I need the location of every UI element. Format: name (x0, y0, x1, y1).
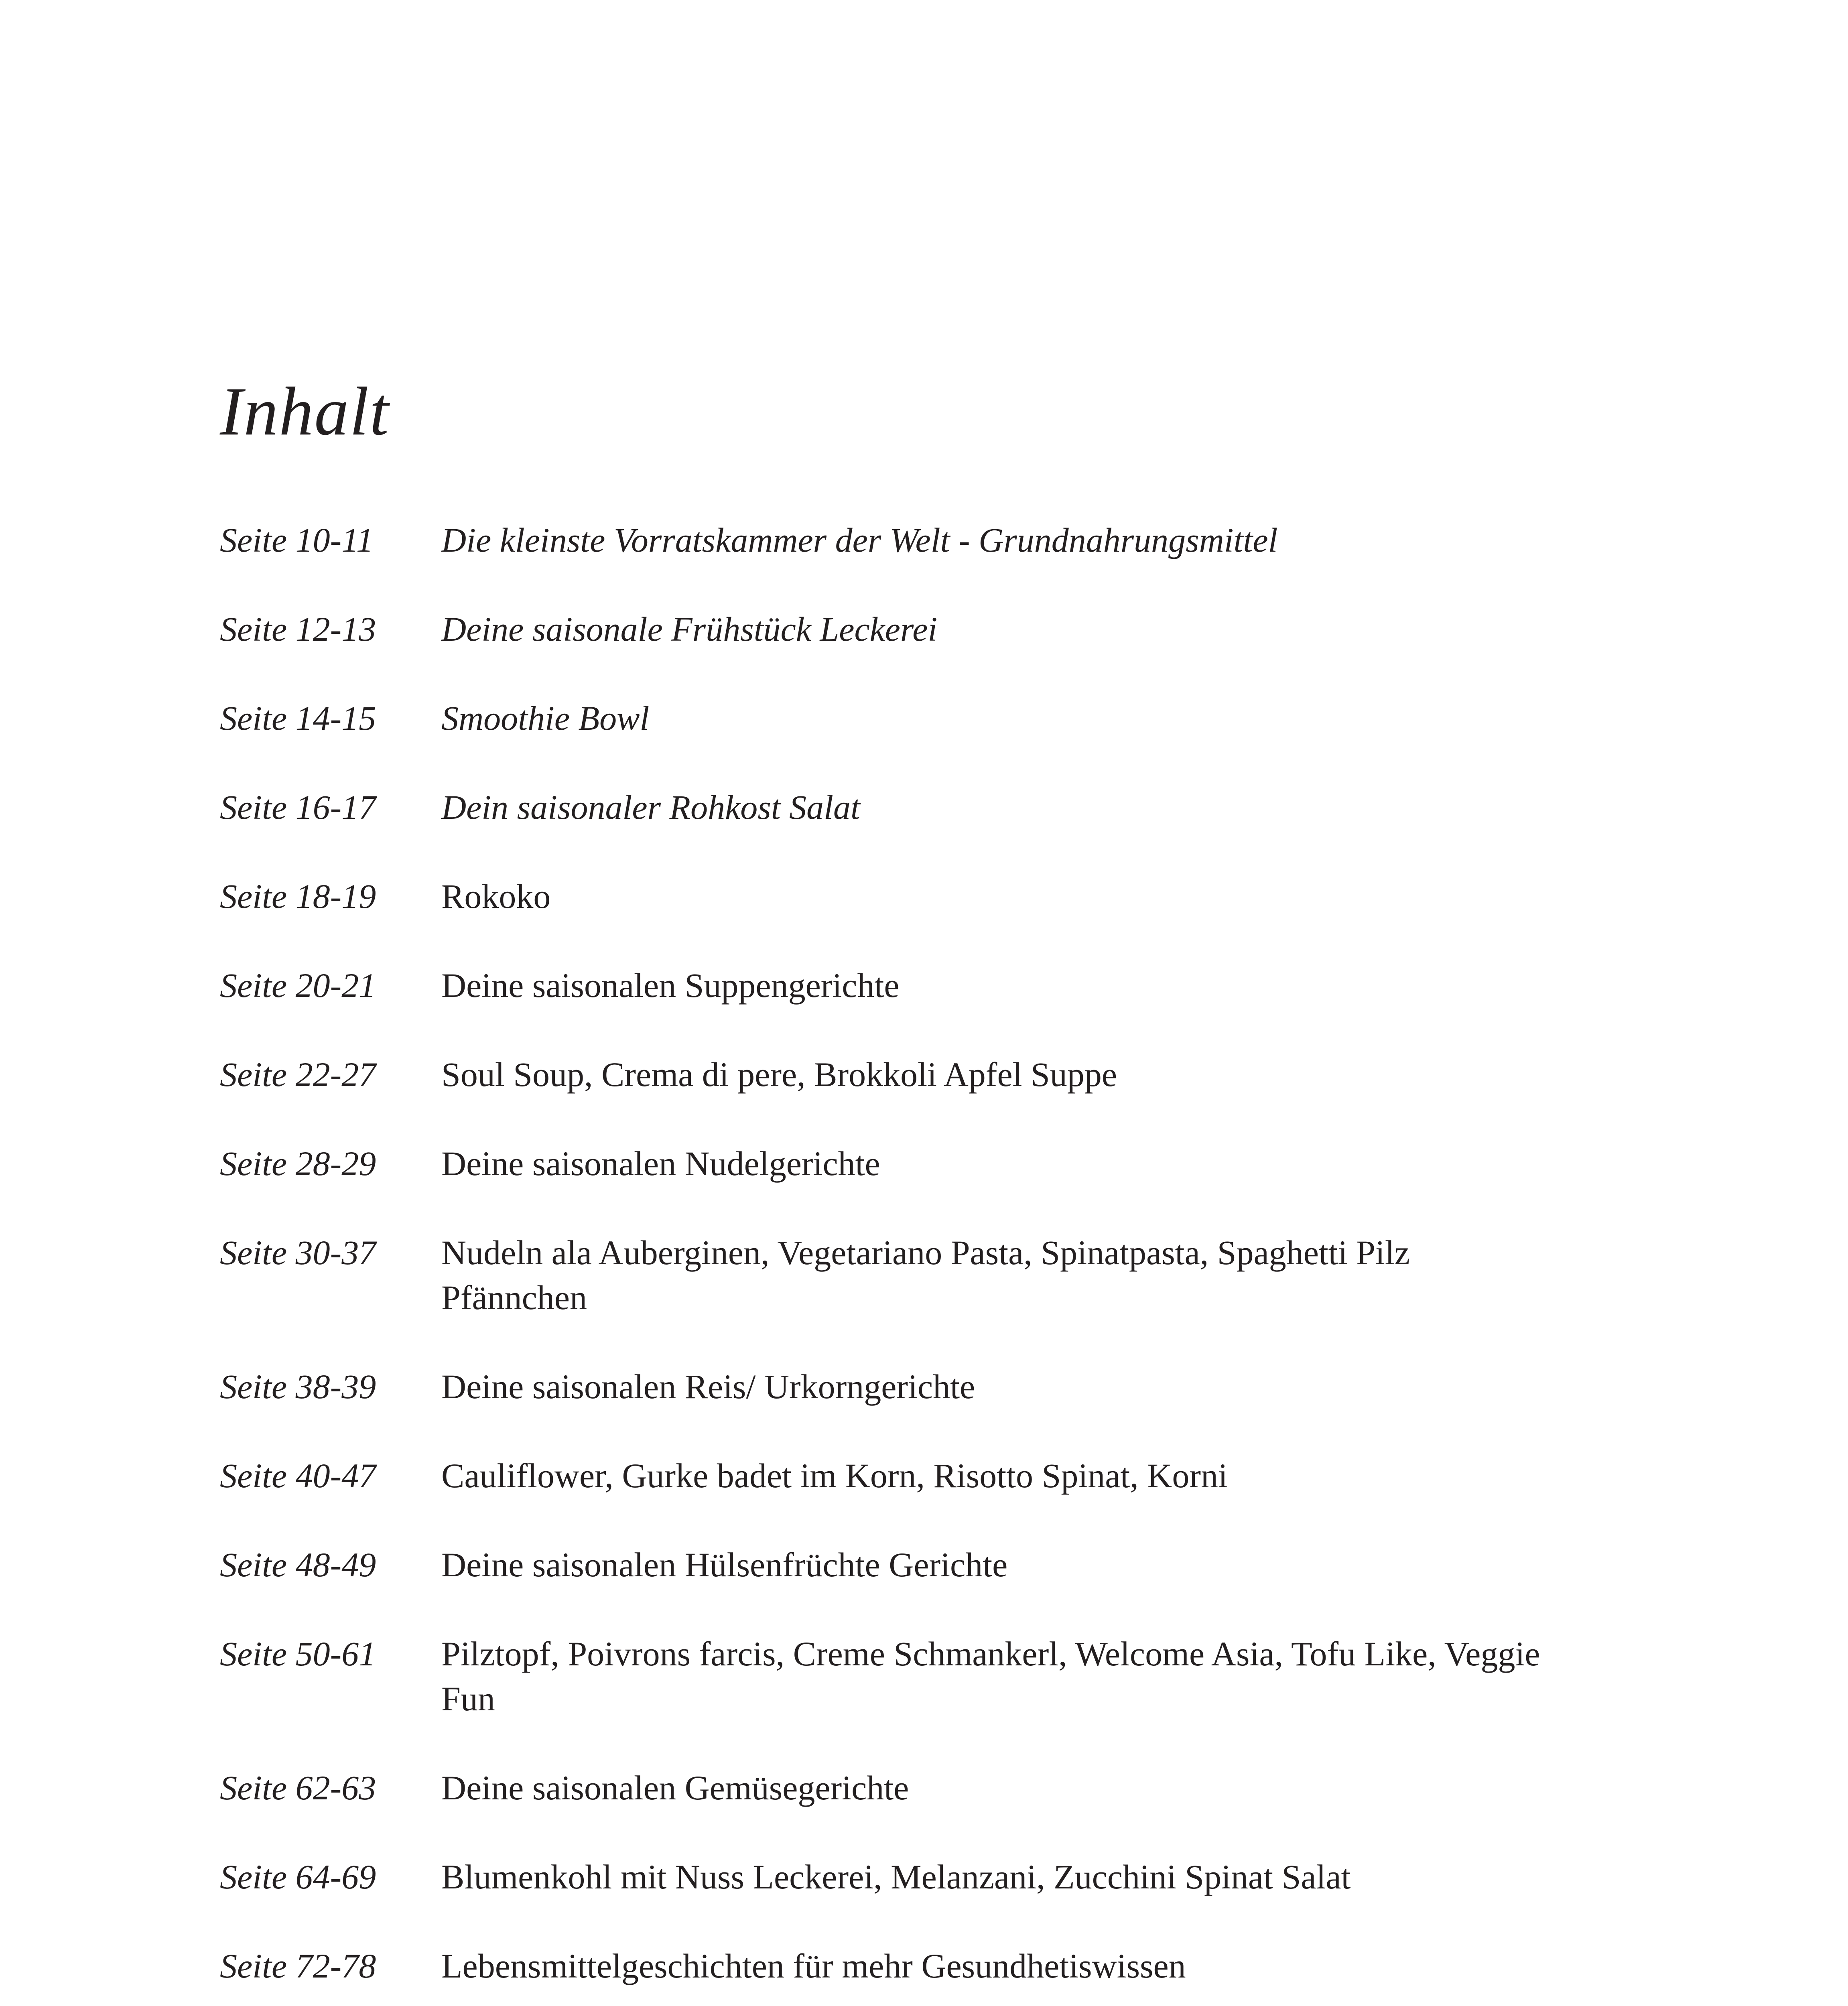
toc-entry-title: Lebensmittelgeschichten für mehr Gesundhetiswissen (441, 1947, 1186, 1985)
toc-page-range: Seite 48-49 (220, 1545, 376, 1584)
toc-entry-title: Deine saisonalen Suppengerichte (441, 966, 900, 1005)
toc-entry (220, 518, 1544, 562)
toc-entry (220, 696, 1544, 741)
toc-entry (220, 607, 1544, 652)
toc-entry-title: Cauliflower, Gurke badet im Korn, Risotto Spinat, Korni (441, 1456, 1228, 1495)
toc-page-range: Seite 28-29 (220, 1144, 376, 1183)
toc-entry (220, 1141, 1544, 1186)
toc-page-range: Seite 20-21 (220, 966, 376, 1005)
toc-entry-title: Deine saisonalen Reis/ Urkorngerichte (441, 1367, 975, 1406)
toc-entry (220, 1631, 1544, 1721)
toc-entry (220, 1765, 1544, 1810)
toc-page-range: Seite 62-63 (220, 1768, 376, 1807)
toc-entry (220, 1453, 1544, 1498)
toc-entry-title: Soul Soup, Crema di pere, Brokkoli Apfel Suppe (441, 1055, 1117, 1094)
toc-entry-title: Dein saisonaler Rohkost Salat (441, 788, 860, 826)
toc-entry-title: Pilztopf, Poivrons farcis, Creme Schmankerl, Welcome Asia, Tofu Like, Veggie Fun (441, 1634, 1540, 1718)
toc-entry (220, 1542, 1544, 1587)
toc-page-range: Seite 40-47 (220, 1456, 376, 1495)
toc-page-range: Seite 14-15 (220, 699, 376, 737)
toc-entry (220, 874, 1544, 919)
toc-page-range: Seite 72-78 (220, 1947, 376, 1985)
toc-page-range: Seite 18-19 (220, 877, 376, 916)
toc-page-range: Seite 64-69 (220, 1858, 376, 1896)
toc-entry (220, 1854, 1544, 1899)
toc-page-range: Seite 12-13 (220, 610, 376, 648)
toc-page-range: Seite 10-11 (220, 521, 374, 559)
toc-entry (220, 785, 1544, 830)
toc-entry-title: Smoothie Bowl (441, 699, 650, 737)
toc-page-range: Seite 50-61 (220, 1634, 376, 1673)
toc-entry-title: Deine saisonalen Gemüsegerichte (441, 1768, 909, 1807)
toc-entry-title: Nudeln ala Auberginen, Vegetariano Pasta, Spinatpasta, Spaghetti Pilz Pfännchen (441, 1233, 1410, 1317)
toc-entry-title: Deine saisonalen Hülsenfrüchte Gerichte (441, 1545, 1008, 1584)
page-title: Inhalt (220, 374, 390, 450)
toc-entry-title: Die kleinste Vorratskammer der Welt - Grundnahrungsmittel (441, 521, 1278, 559)
toc-entry-title: Blumenkohl mit Nuss Leckerei, Melanzani, Zucchini Spinat Salat (441, 1858, 1351, 1896)
toc-page-range: Seite 38-39 (220, 1367, 376, 1406)
toc-entry-title: Deine saisonale Frühstück Leckerei (441, 610, 938, 648)
toc-entry (220, 1943, 1544, 1988)
toc-page-range: Seite 22-27 (220, 1055, 376, 1094)
toc-entry-title: Rokoko (441, 877, 551, 916)
toc-entry-title: Deine saisonalen Nudelgerichte (441, 1144, 880, 1183)
toc-entry (220, 1230, 1544, 1320)
table-of-contents (220, 518, 1544, 2006)
toc-page-range: Seite 16-17 (220, 788, 376, 826)
toc-page-range: Seite 30-37 (220, 1233, 376, 1272)
toc-entry (220, 963, 1544, 1008)
toc-entry (220, 1364, 1544, 1409)
toc-entry (220, 1052, 1544, 1097)
